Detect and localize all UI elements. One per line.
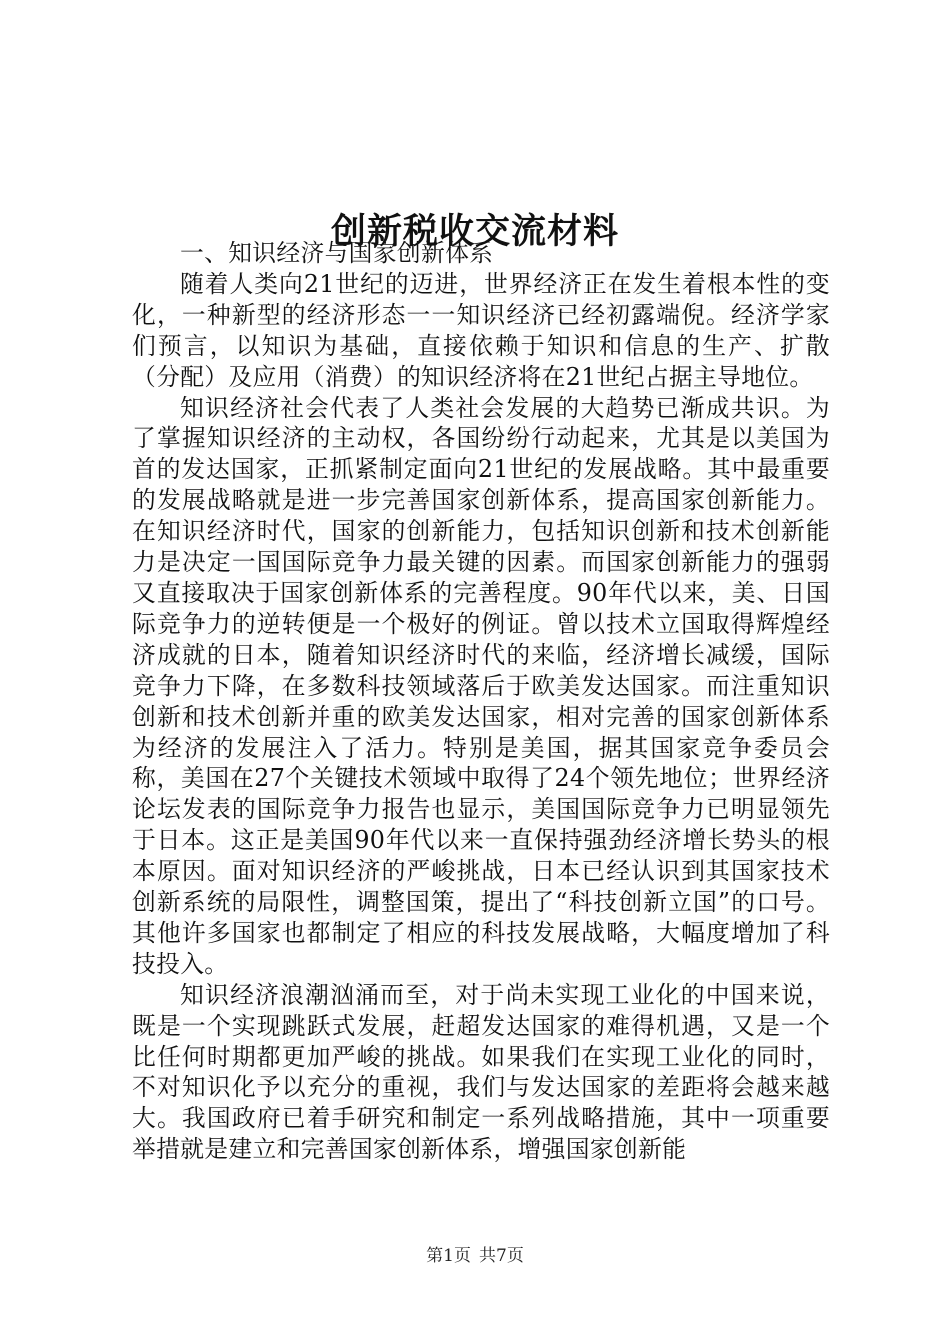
paragraph-1: 随着人类向21世纪的迈进，世界经济正在发生着根本性的变化，一种新型的经济形态一一知识经济已经初露端倪。经济学家们预言，以知识为基础，直接依赖于知识和信息的生产、扩散（分配）及应用（消费）的知识经济将在21世纪占据主导地位。 (132, 269, 830, 391)
section-heading: 一、知识经济与国家创新体系 (180, 239, 494, 267)
paragraph-3: 知识经济浪潮汹涌而至，对于尚未实现工业化的中国来说，既是一个实现跳跃式发展，赶超发达国家的难得机遇，又是一个比任何时期都更加严峻的挑战。如果我们在实现工业化的同时，不对知识化予以充分的重视，我们与发达国家的差距将会越来越大。我国政府已着手研究和制定一系列战略措施，其中一项重要举措就是建立和完善国家创新体系，增强国家创新能 (132, 980, 830, 1164)
paragraph-2: 知识经济社会代表了人类社会发展的大趋势已渐成共识。为了掌握知识经济的主动权，各国纷纷行动起来，尤其是以美国为首的发达国家，正抓紧制定面向21世纪的发展战略。其中最重要的发展战略就是进一步完善国家创新体系，提高国家创新能力。在知识经济时代，国家的创新能力，包括知识创新和技术创新能力是决定一国国际竞争力最关键的因素。而国家创新能力的强弱又直接取决于国家创新体系的完善程度。90年代以来，美、日国际竞争力的逆转便是一个极好的例证。曾以技术立国取得辉煌经济成就的日本，随着知识经济时代的来临，经济增长减缓，国际竞争力下降，在多数科技领域落后于欧美发达国家。而注重知识创新和技术创新并重的欧美发达国家，相对完善的国家创新体系为经济的发展注入了活力。特别是美国，据其国家竞争委员会称，美国在27个关键技术领域中取得了24个领先地位；世界经济论坛发表的国际竞争力报告也显示，美国国际竞争力已明显领先于日本。这正是美国90年代以来一直保持强劲经济增长势头的根本原因。面对知识经济的严峻挑战，日本已经认识到其国家技术创新系统的局限性，调整国策，提出了“科技创新立国”的口号。其他许多国家也都制定了相应的科技发展战略，大幅度增加了科技投入。 (132, 393, 830, 978)
page-title: 创新税收交流材料 (330, 211, 619, 253)
document-body (132, 238, 830, 1165)
page-footer (0, 1244, 950, 1268)
page-total: 共7页 (479, 1246, 524, 1266)
page-number: 第1页 (426, 1246, 471, 1266)
